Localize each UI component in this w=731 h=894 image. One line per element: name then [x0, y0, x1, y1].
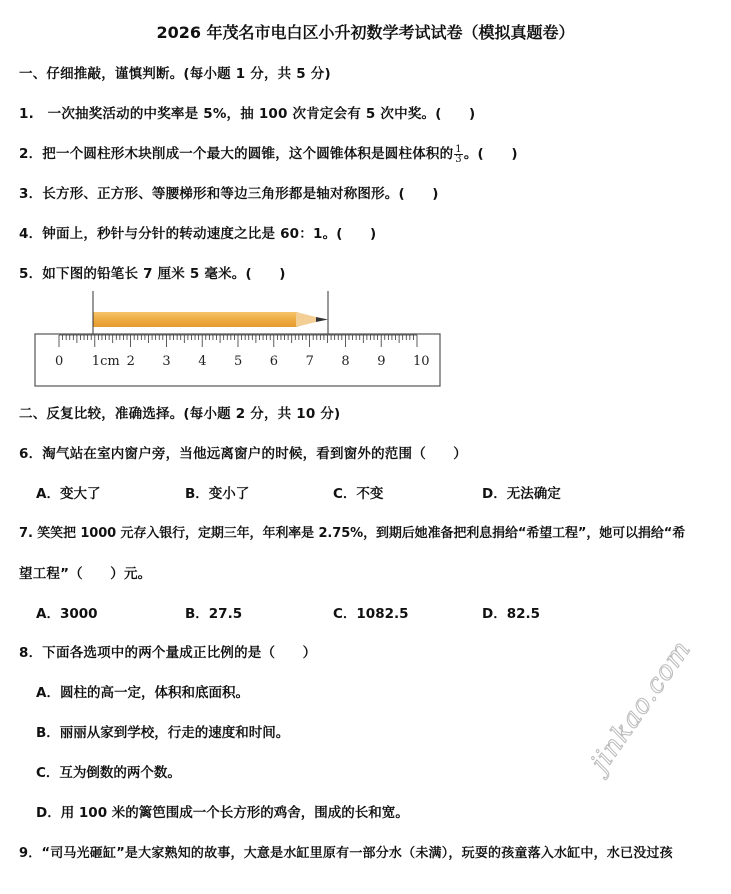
fraction-denominator: 3: [455, 153, 462, 165]
question-2-text: 2．把一个圆柱形木块削成一个最大的圆锥，这个圆锥体积是圆柱体积的: [19, 146, 454, 162]
question-7-option-c: C．1082.5: [333, 606, 409, 622]
pencil-icon: [93, 312, 328, 327]
question-7-continued: 望工程”（ ）元。: [19, 566, 152, 582]
question-9: 9．“司马光砸缸”是大家熟知的故事，大意是水缸里原有一部分水（未满），玩耍的孩童落入水缸中，水已没过孩: [19, 846, 673, 861]
question-7: 7. 笑笑把 1000 元存入银行，定期三年，年利率是 2.75%，到期后她准备把利息捐给“希望工程”，她可以捐给“希: [19, 526, 686, 541]
svg-text:8: 8: [341, 354, 350, 369]
svg-text:9: 9: [377, 354, 386, 369]
ruler-pencil-illustration: [34, 290, 442, 388]
question-6: 6．淘气站在室内窗户旁，当他远离窗户的时候，看到窗外的范围（ ）: [19, 446, 467, 462]
document-title: 2026 年茂名市电白区小升初数学考试试卷（模拟真题卷）: [156, 23, 575, 42]
question-4: 4．钟面上，秒针与分针的转动速度之比是 60：1。( ): [19, 226, 377, 242]
svg-text:0: 0: [55, 354, 64, 369]
question-6-option-a: A．变大了: [36, 486, 101, 502]
question-7-option-a: A．3000: [36, 606, 98, 622]
question-8-option-a: A．圆柱的高一定，体积和底面积。: [36, 685, 249, 701]
svg-text:7: 7: [305, 354, 314, 369]
question-6-option-d: D．无法确定: [482, 486, 561, 502]
fraction-one-third: [454, 145, 463, 164]
watermark: jinkao.com: [585, 634, 698, 778]
svg-text:5: 5: [234, 354, 243, 369]
question-5: 5．如下图的铅笔长 7 厘米 5 毫米。( ): [19, 266, 286, 282]
question-8-option-d: D．用 100 米的篱笆围成一个长方形的鸡舍，围成的长和宽。: [36, 805, 409, 821]
svg-text:3: 3: [162, 354, 171, 369]
svg-text:1cm: 1cm: [91, 354, 120, 369]
question-7-option-d: D．82.5: [482, 606, 541, 622]
question-6-option-b: B．变小了: [185, 486, 250, 502]
section-2-heading: 二、反复比较，准确选择。(每小题 2 分，共 10 分): [19, 406, 341, 422]
question-2-suffix: 。( ): [463, 146, 518, 162]
question-8-option-b: B．丽丽从家到学校，行走的速度和时间。: [36, 725, 290, 741]
fraction-numerator: 1: [455, 143, 462, 155]
svg-text:6: 6: [269, 354, 279, 369]
question-2: [19, 142, 518, 164]
svg-text:10: 10: [413, 354, 430, 369]
svg-text:2: 2: [126, 354, 135, 369]
question-8-option-c: C．互为倒数的两个数。: [36, 765, 181, 781]
question-8: 8．下面各选项中的两个量成正比例的是（ ）: [19, 645, 317, 661]
section-1-heading: 一、仔细推敲，谨慎判断。(每小题 1 分，共 5 分): [19, 66, 331, 82]
question-1: 1. 一次抽奖活动的中奖率是 5%，抽 100 次肯定会有 5 次中奖。( ): [19, 106, 476, 122]
question-6-option-c: C．不变: [333, 486, 384, 502]
ruler-figure: [34, 290, 442, 388]
question-3: 3．长方形、正方形、等腰梯形和等边三角形都是轴对称图形。( ): [19, 186, 439, 202]
question-7-option-b: B．27.5: [185, 606, 243, 622]
svg-text:4: 4: [198, 354, 207, 369]
